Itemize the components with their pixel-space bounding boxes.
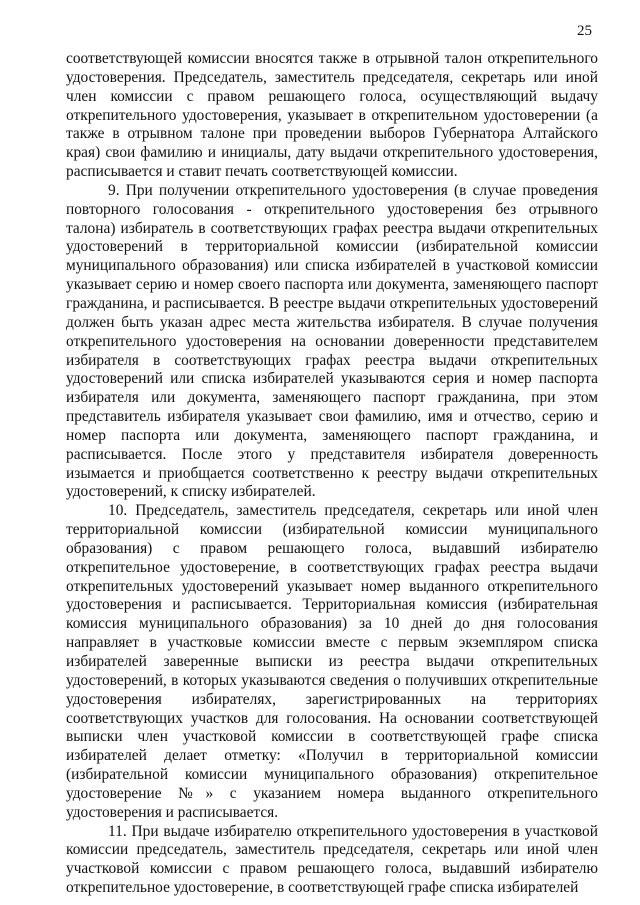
- paragraph-item-11: 11. При выдаче избирателю открепительного удостоверения в участковой комиссии председатель, заместитель председателя, секретарь или иной член участковой комиссии с правом решающего голоса, выдавший избирателю открепительное удостоверение, в соответствующей графе списка избирателей: [66, 822, 598, 897]
- page-number: 25: [577, 23, 592, 39]
- paragraph-item-10: 10. Председатель, заместитель председателя, секретарь или иной член территориальной комиссии (избирательной комиссии муниципального образования) с правом решающего голоса, выдавший избирателю открепительное удостоверение, в соответствующих графах реестра выдачи открепительных удостоверений указывает номер выданного открепительного удостоверения и расписывается. Территориальная комиссия (избирательная комиссия муниципального образования) за 10 дней до дня голосования направляет в участковые комиссии вместе с первым экземпляром списка избирателей заверенные выписки из реестра выдачи открепительных удостоверений, в которых указываются сведения о получивших открепительные удостоверения избирателях, зарегистрированных на территориях соответствующих участков для голосования. На основании соответствующей выписки член участковой комиссии в соответствующей графе списка избирателей делает отметку: «Получил в территориальной комиссии (избирательной комиссии муниципального образования) открепительное удостоверение №» с указанием номера выданного открепительного удостоверения и расписывается.: [66, 502, 598, 821]
- document-body: [66, 50, 598, 898]
- paragraph-item-9: 9. При получении открепительного удостоверения (в случае проведения повторного голосования - открепительного удостоверения без отрывного талона) избиратель в соответствующих графах реестра выдачи открепительных удостоверений в территориальной комиссии (избирательной комиссии муниципального образования) или списка избирателей в участковой комиссии указывает серию и номер своего паспорта или документа, заменяющего паспорт гражданина, и расписывается. В реестре выдачи открепительных удостоверений должен быть указан адрес места жительства избирателя. В случае получения открепительного удостоверения на основании доверенности представителем избирателя в соответствующих графах реестра выдачи открепительных удостоверений или списка избирателей указываются серия и номер паспорта избирателя или документа, заменяющего паспорт гражданина, при этом представитель избирателя указывает свои фамилию, имя и отчество, серию и номер паспорта или документа, заменяющего паспорт гражданина, и расписывается. После этого у представителя избирателя доверенность изымается и приобщается соответственно к реестру выдачи открепительных удостоверений, к списку избирателей.: [66, 181, 598, 501]
- paragraph-continuation: соответствующей комиссии вносятся также в отрывной талон открепительного удостоверения. Председатель, заместитель председателя, секретарь или иной член комиссии с правом решающего голоса, осуществляющий выдачу открепительного удостоверения, указывает в открепительном удостоверении (а также в отрывном талоне при проведении выборов Губернатора Алтайского края) свои фамилию и инициалы, дату выдачи открепительного удостоверения, расписывается и ставит печать соответствующей комиссии.: [66, 50, 598, 181]
